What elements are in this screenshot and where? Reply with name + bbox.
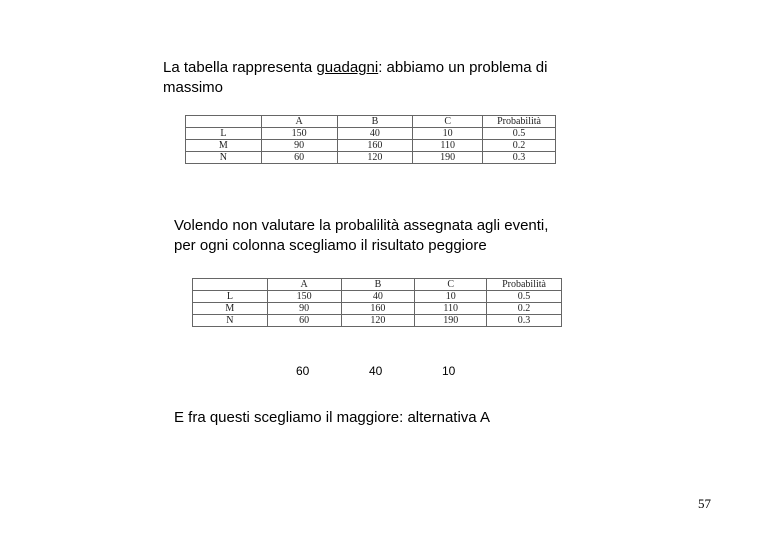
payoff-table-2 <box>192 278 562 327</box>
conclusion-text: E fra questi scegliamo il maggiore: alternativa A <box>174 409 490 426</box>
table-row <box>193 303 562 315</box>
table-cell: 40 <box>337 128 413 140</box>
table-cell: 150 <box>267 291 341 303</box>
table-cell: 90 <box>267 303 341 315</box>
table-cell: 190 <box>413 152 483 164</box>
table-header-cell <box>193 279 268 291</box>
table-cell: 0.3 <box>483 152 556 164</box>
table-cell: 0.3 <box>487 315 562 327</box>
intro-text-before: La tabella rappresenta <box>163 59 317 76</box>
table-cell: 160 <box>337 140 413 152</box>
table-row-label: N <box>186 152 262 164</box>
table-header-cell: C <box>415 279 487 291</box>
table-cell: 110 <box>415 303 487 315</box>
table-cell: 160 <box>341 303 415 315</box>
table-row-label: N <box>193 315 268 327</box>
min-value-b: 40 <box>369 364 383 378</box>
intro-line-1 <box>163 58 547 78</box>
intro-line-2: massimo <box>163 79 224 96</box>
table-cell: 0.5 <box>487 291 562 303</box>
table-row <box>193 315 562 327</box>
table-header-cell <box>186 116 262 128</box>
min-value-a: 60 <box>296 364 310 378</box>
table-row <box>186 152 556 164</box>
table-cell: 0.2 <box>483 140 556 152</box>
table-cell: 60 <box>267 315 341 327</box>
table-cell: 120 <box>337 152 413 164</box>
table-cell: 10 <box>413 128 483 140</box>
table-header-cell: B <box>341 279 415 291</box>
table-row-label: L <box>186 128 262 140</box>
table-header-cell: Probabilità <box>483 116 556 128</box>
table-cell: 150 <box>261 128 337 140</box>
table-header-cell: A <box>261 116 337 128</box>
table-row <box>186 128 556 140</box>
table-header-cell: A <box>267 279 341 291</box>
table-cell: 60 <box>261 152 337 164</box>
page-number: 57 <box>698 496 711 511</box>
table-row <box>193 291 562 303</box>
table-cell: 0.2 <box>487 303 562 315</box>
intro-text-after: : abbiamo un problema di <box>378 59 548 76</box>
table-row <box>186 140 556 152</box>
table-cell: 90 <box>261 140 337 152</box>
payoff-table-1 <box>185 115 556 164</box>
table-cell: 190 <box>415 315 487 327</box>
explanation-line-1: Volendo non valutare la probalilità assegnata agli eventi, <box>174 217 549 234</box>
table-header-row <box>193 279 562 291</box>
table-cell: 0.5 <box>483 128 556 140</box>
table-cell: 10 <box>415 291 487 303</box>
table-header-cell: C <box>413 116 483 128</box>
intro-underlined-word: guadagni <box>316 59 379 76</box>
min-value-c: 10 <box>442 364 456 378</box>
table-header-cell: Probabilità <box>487 279 562 291</box>
table-row-label: M <box>193 303 268 315</box>
table-cell: 120 <box>341 315 415 327</box>
table-row-label: M <box>186 140 262 152</box>
table-header-row <box>186 116 556 128</box>
table-cell: 110 <box>413 140 483 152</box>
table-cell: 40 <box>341 291 415 303</box>
table-row-label: L <box>193 291 268 303</box>
explanation-line-2: per ogni colonna scegliamo il risultato peggiore <box>174 237 487 254</box>
table-header-cell: B <box>337 116 413 128</box>
